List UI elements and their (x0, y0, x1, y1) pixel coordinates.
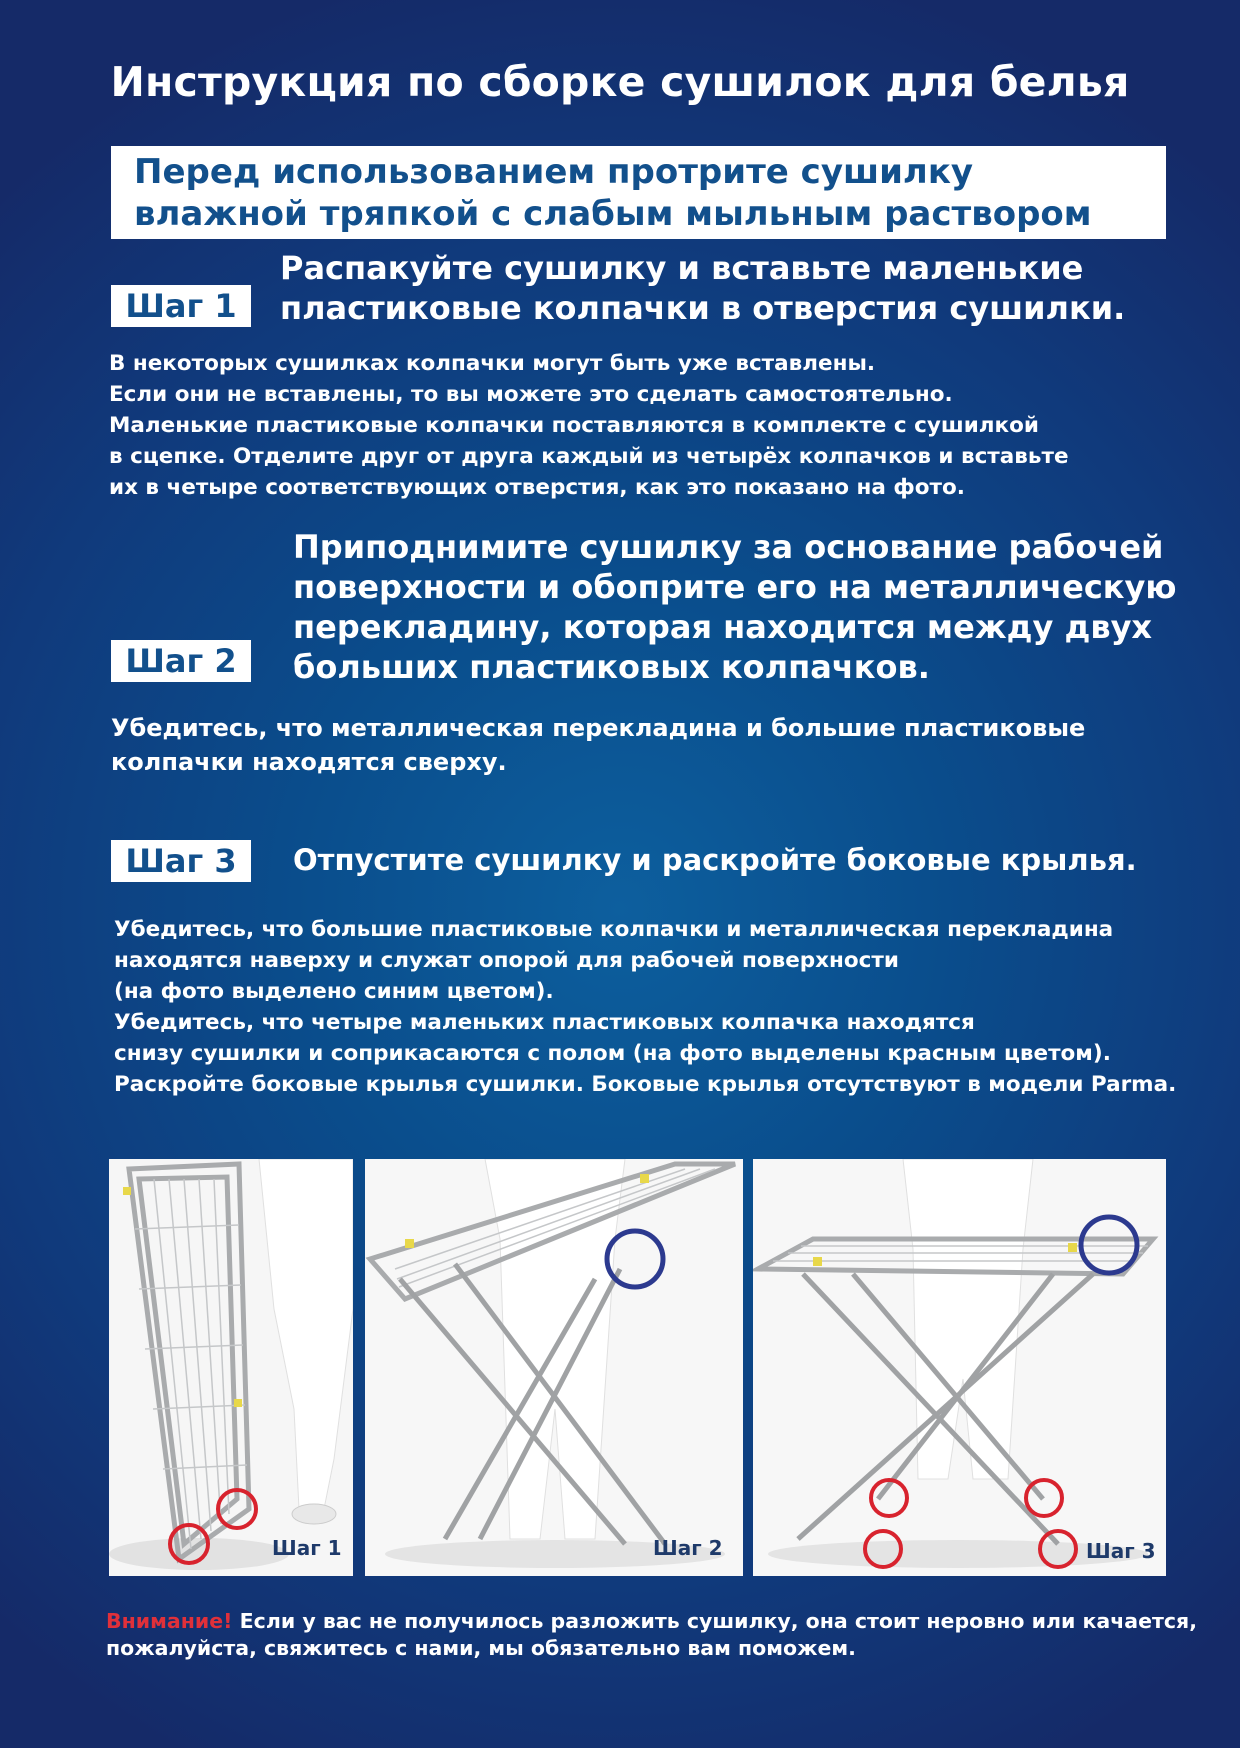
step-3-body-line: (на фото выделено синим цветом). (114, 979, 554, 1004)
step-1-body-line: В некоторых сушилках колпачки могут быть уже вставлены. (109, 351, 876, 376)
page-title: Инструкция по сборке сушилок для белья (110, 58, 1130, 106)
photo-step-2 (365, 1159, 743, 1576)
half-open-dryer-illustration (365, 1159, 743, 1576)
step-2-heading-line: перекладину, которая находится между двух (293, 608, 1153, 646)
step-1-heading-line: Распакуйте сушилку и вставьте маленькие (280, 249, 1084, 287)
step-3-body-line: Убедитесь, что четыре маленьких пластиковых колпачка находятся (114, 1010, 975, 1035)
photo-3-label: Шаг 3 (1086, 1539, 1156, 1563)
step-3-body-line: Убедитесь, что большие пластиковые колпачки и металлическая перекладина (114, 917, 1114, 942)
step-1-body-line: Если они не вставлены, то вы можете это сделать самостоятельно. (109, 382, 953, 407)
step-3-body-line: находятся наверху и служат опорой для рабочей поверхности (114, 948, 899, 973)
step-3-heading: Отпустите сушилку и раскройте боковые крылья. (293, 843, 1137, 877)
warning-line-1 (106, 1608, 1216, 1635)
step-3-body-line: Раскройте боковые крылья сушилки. Боковые крылья отсутствуют в модели Parma. (114, 1072, 1177, 1097)
folded-dryer-illustration (109, 1159, 353, 1576)
step-1-heading-line: пластиковые колпачки в отверстия сушилки. (280, 289, 1126, 327)
open-dryer-illustration (753, 1159, 1166, 1576)
step-2-body-line: Убедитесь, что металлическая перекладина и большие пластиковые (111, 714, 1086, 742)
cleaning-notice (111, 146, 1166, 239)
step-1-body-line: в сцепке. Отделите друг от друга каждый из четырёх колпачков и вставьте (109, 444, 1069, 469)
warning-line-2: пожалуйста, свяжитесь с нами, мы обязательно вам поможем. (106, 1636, 856, 1660)
warning-note (106, 1608, 1216, 1662)
warning-text: Если у вас не получилось разложить сушилку, она стоит неровно или качается, (232, 1609, 1198, 1633)
notice-line-2: влажной тряпкой с слабым мыльным раствором (134, 194, 1092, 234)
step-3-badge: Шаг 3 (111, 840, 251, 882)
photo-2-label: Шаг 2 (653, 1536, 723, 1560)
notice-line-1: Перед использованием протрите сушилку (134, 152, 974, 192)
step-3-body (114, 914, 1234, 1100)
photo-step-1 (109, 1159, 353, 1576)
step-3-body-line: снизу сушилки и соприкасаются с полом (на фото выделены красным цветом). (114, 1041, 1111, 1066)
step-2-heading-line: больших пластиковых колпачков. (293, 648, 930, 686)
step-2-body-line: колпачки находятся сверху. (111, 748, 507, 776)
step-1-heading (280, 248, 1220, 328)
step-2-badge: Шаг 2 (111, 640, 251, 682)
warning-prefix: Внимание! (106, 1609, 233, 1633)
step-2-body (111, 711, 1231, 779)
step-2-heading-line: поверхности и обоприте его на металлическую (293, 568, 1177, 606)
photo-1-label: Шаг 1 (272, 1536, 342, 1560)
step-1-badge: Шаг 1 (111, 285, 251, 327)
step-1-body (109, 348, 1229, 503)
step-1-body-line: Маленькие пластиковые колпачки поставляются в комплекте с сушилкой (109, 413, 1039, 438)
step-1-body-line: их в четыре соответствующих отверстия, как это показано на фото. (109, 475, 965, 500)
step-2-heading-line: Приподнимите сушилку за основание рабочей (293, 528, 1164, 566)
photo-step-3 (753, 1159, 1166, 1576)
step-2-heading (293, 527, 1223, 687)
